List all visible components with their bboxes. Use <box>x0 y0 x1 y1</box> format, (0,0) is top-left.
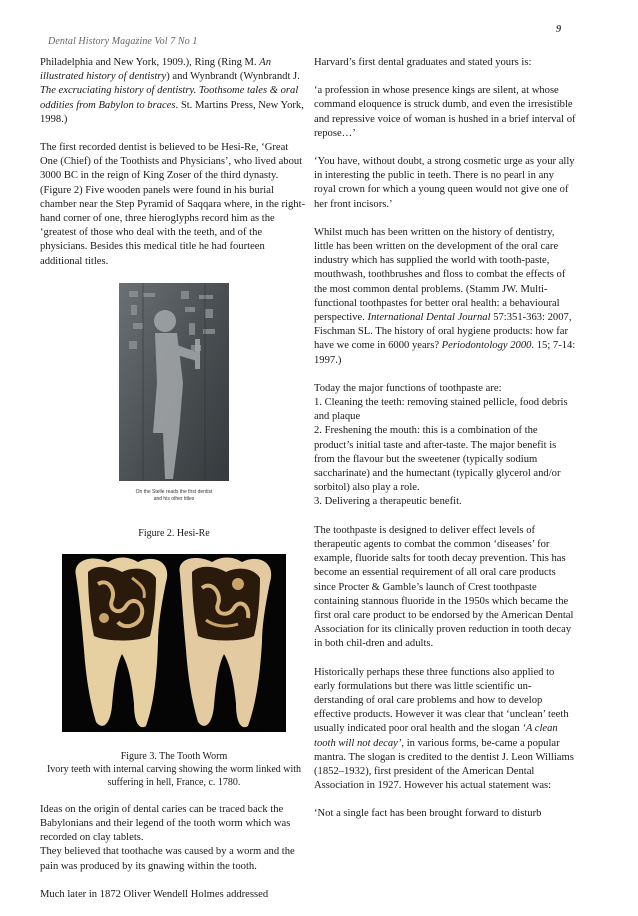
function-item: 2. Freshening the mouth: this is a combination of the product’s initial taste and after-taste. The major benefit is from the flavour but the sweetener (typically sodium saccharinate) and the humectant (typically glycerol and/or sorbitol) also play a role. <box>314 425 561 494</box>
babylon-text: Ideas on the origin of dental caries can be traced back the Babylonians and their legend of the tooth worm which was recorded on clay tablets. <box>40 803 291 844</box>
ref-text: ) and Wynbrandt (Wynbrandt J. <box>166 71 300 83</box>
ref-title: An illustrated history of dentistry <box>40 57 272 83</box>
functions-list <box>314 396 576 510</box>
figure-2-caption: Figure 2. Hesi-Re <box>138 527 210 539</box>
reference-paragraph <box>40 56 308 127</box>
running-header: Dental History Magazine Vol 7 No 1 <box>48 36 198 47</box>
functions-intro: Today the major functions of toothpaste are: <box>314 382 502 394</box>
function-item: 1. Cleaning the teeth: removing stained pellicle, food debris and plaque <box>314 397 568 423</box>
toothpaste-functions <box>314 382 576 510</box>
historically-paragraph <box>314 666 576 794</box>
oral-care-text: 57:351-363: 2007, Fischman SL. The history of oral hygiene products: how far have we come in 6000 years? <box>314 312 572 352</box>
figure-3-title: Figure 3. The Tooth Worm <box>120 750 228 762</box>
page-number: 9 <box>556 24 562 35</box>
cosmetic-quote: ‘You have, without doubt, a strong cosmetic urge as your ally in interesting the public in teeth. There is no pearl in any royal crown for which a young queen would not give one of her front incisors.’ <box>314 156 575 210</box>
inset-caption: On the Stelle reads the first dentist <box>135 488 213 495</box>
babylon-paragraph <box>40 803 308 874</box>
inset-caption: and his other titles <box>153 495 195 502</box>
oral-care-text: Whilst much has been written on the history of dentistry, little has been written on the development of the oral care industry which has supplied the world with tooth-paste, mouthwash, toothbrushes and floss to combat the effects of the most common dental problems. (Stamm JW. Multi-functional toothpastes for better oral health: a behavioural perspective. <box>314 226 566 324</box>
therapeutic-paragraph: The toothpaste is designed to deliver effect levels of therapeutic agents to combat the common ‘diseases’ for example, fluoride salts for tooth decay prevention. This has become an essential requirement of all oral care products since Procter & Gamble’s launch of Crest toothpaste containing stannous fluoride in the 1950s which became the first oral care product to be endorsed by the American Dental Association for its clinically proven reduction in tooth decay in both chil-dren and adults. <box>314 524 574 650</box>
journal-title: International Dental Journal <box>367 312 491 324</box>
holmes-paragraph: Much later in 1872 Oliver Wendell Holmes addressed <box>40 888 269 900</box>
ref-text: . St. Martins Press, New York, 1998.) <box>40 99 304 125</box>
historically-text: , in various forms, be-came a popular mantra. The slogan is credited to the dentist J. Leon Williams (1852–1932), first president of the American Dental Association in 1927. However his actual statement was: <box>314 737 574 792</box>
oral-care-text: . 15; 7-14: 1997.) <box>314 340 576 366</box>
figure-3-description: Ivory teeth with internal carving showing the worm linked with suffering in hell, France, c. 1780. <box>46 763 302 788</box>
harvard-paragraph: Harvard’s first dental graduates and stated yours is: <box>314 57 532 68</box>
toothache-text: They believed that toothache was caused by a worm and the pain was produced by its gnawing within the tooth. <box>40 846 295 872</box>
historically-text: Historically perhaps these three functions also applied to early formulations but there was little scientific un-derstanding of oral care problems and how to develop effective products. However it was clear that ‘unclean’ teeth usually indicated poor oral health and the slogan <box>314 666 569 735</box>
oral-care-history-paragraph <box>314 226 576 368</box>
left-column <box>40 56 308 916</box>
ref-title: The excruciating history of dentistry. Toothsome tales & oral oddities from Babylon to braces <box>40 85 299 111</box>
right-column <box>314 56 576 836</box>
slogan: ‘A clean tooth will not decay’ <box>314 723 558 749</box>
hesire-paragraph: The first recorded dentist is believed to be Hesi-Re, ‘Great One (Chief) of the Toothists and Physicians’, who lived about 3000 BC in the reign of King Zoser of the third dynasty. (Figure 2) Five wooden panels were found in his burial chamber near the Step Pyramid of Saqqara where, in the right-hand corner of one, three hieroglyphs record him as the ‘greatest of those who deal with the teeth, and of the physicians. Besides this medical title he had fourteen additional titles. <box>40 142 306 267</box>
not-a-fact-quote: ‘Not a single fact has been brought forward to disturb <box>314 808 542 820</box>
profession-quote: ‘a profession in whose presence kings are silent, at whose command eloquence is struck dumb, and even the irresistible and repressive voice of woman is hushed in a brief interval of repose…’ <box>314 85 576 139</box>
ref-text: Philadelphia and New York, 1909.), Ring (Ring M. <box>40 57 260 68</box>
figure-3-caption <box>40 750 308 789</box>
function-item: 3. Delivering a therapeutic benefit. <box>314 496 462 508</box>
journal-title: Periodontology 2000 <box>441 340 532 352</box>
tooth-worm-image <box>62 554 286 732</box>
hesire-panel-image <box>119 283 229 511</box>
